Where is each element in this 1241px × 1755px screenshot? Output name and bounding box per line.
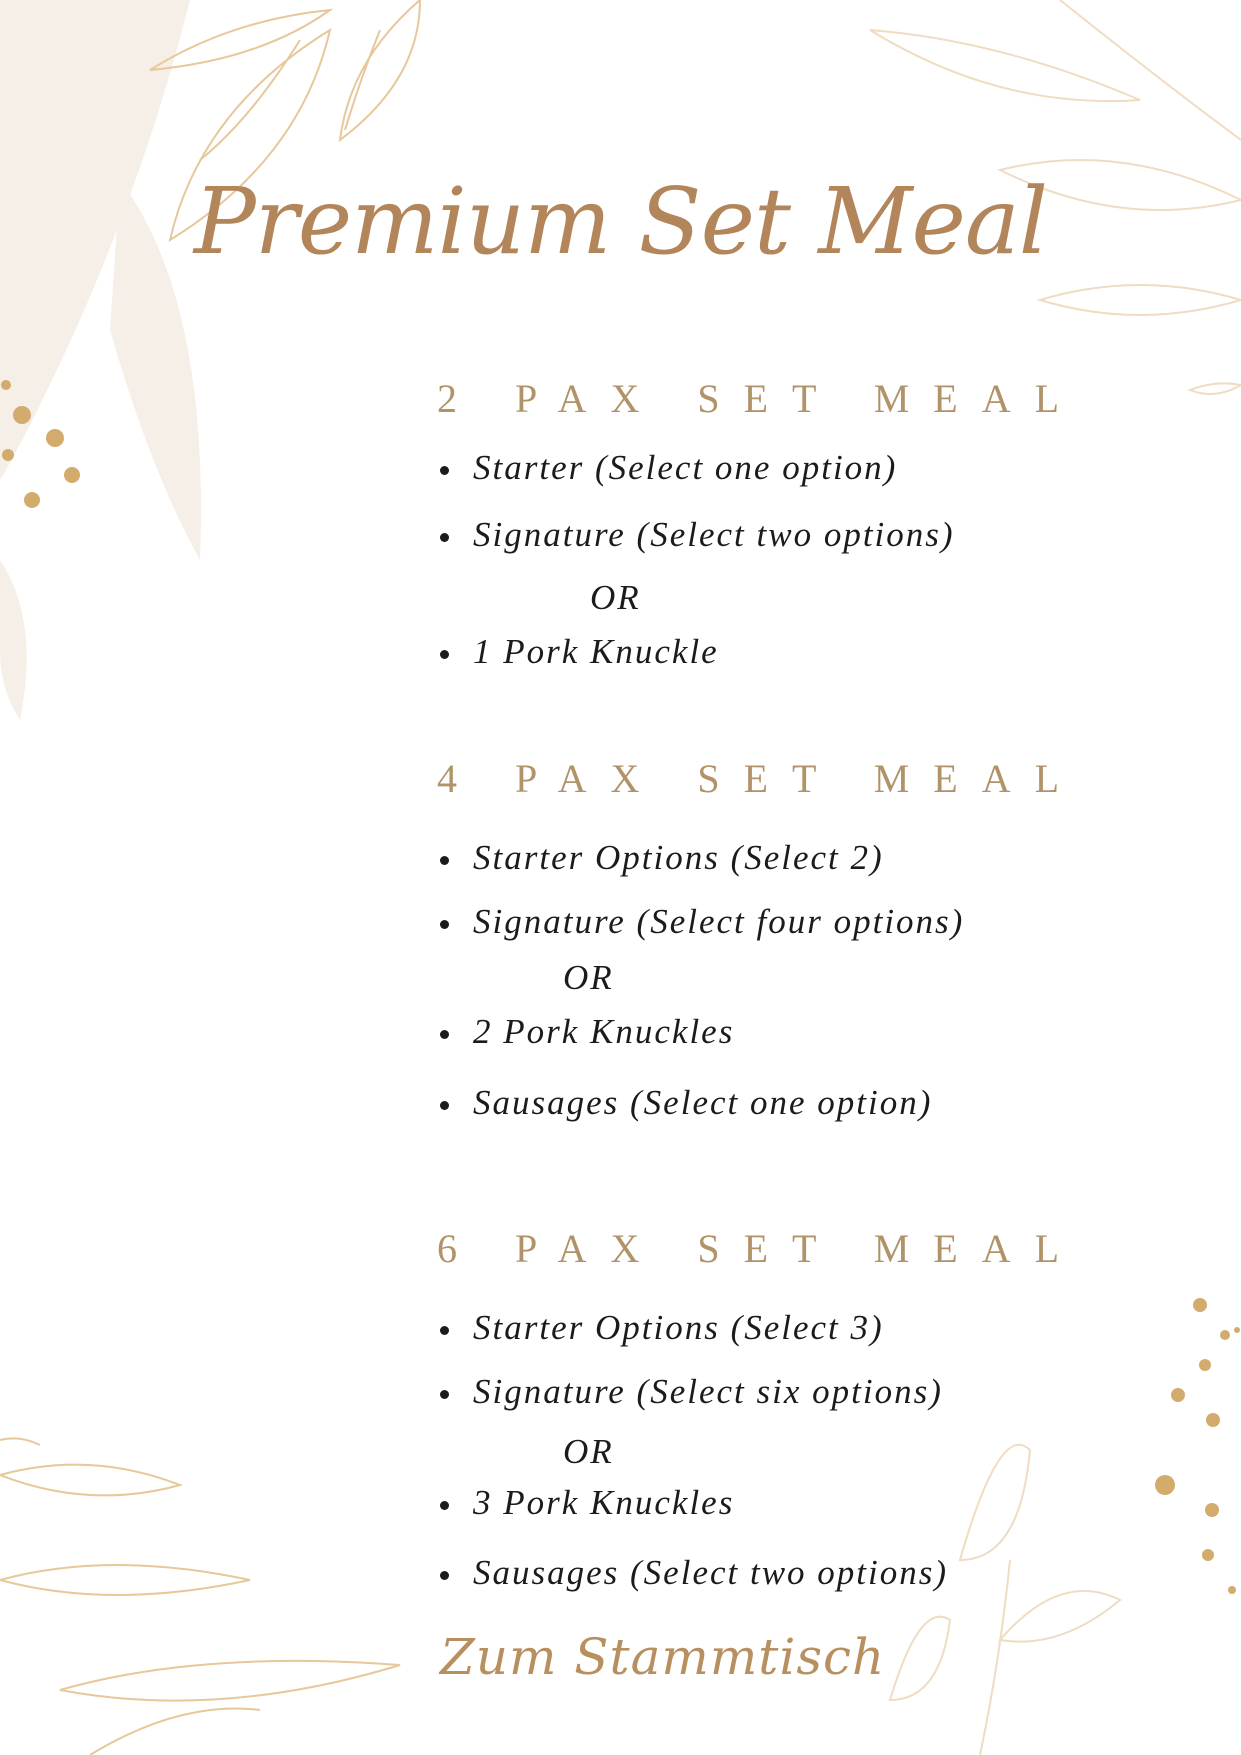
section-heading-4-pax: 4 PAX SET MEAL	[437, 756, 1084, 801]
list-item: Sausages (Select two options)	[440, 1553, 948, 1593]
bullet-icon	[440, 650, 449, 659]
section-heading-6-pax: 6 PAX SET MEAL	[437, 1226, 1084, 1271]
list-item: Signature (Select six options)	[440, 1372, 943, 1412]
or-divider: OR	[590, 578, 641, 617]
bullet-icon	[440, 466, 449, 475]
list-item: Signature (Select two options)	[440, 515, 955, 555]
section-heading-2-pax: 2 PAX SET MEAL	[437, 376, 1084, 421]
list-item: 3 Pork Knuckles	[440, 1483, 734, 1523]
bullet-icon	[440, 1326, 449, 1335]
list-item: Starter (Select one option)	[440, 448, 897, 488]
bullet-icon	[440, 1571, 449, 1580]
bullet-icon	[440, 1101, 449, 1110]
restaurant-signature: Zum Stammtisch	[440, 1628, 886, 1686]
bullet-icon	[440, 920, 449, 929]
bullet-icon	[440, 856, 449, 865]
or-divider: OR	[563, 958, 614, 997]
list-item: Starter Options (Select 3)	[440, 1308, 884, 1348]
list-item: Signature (Select four options)	[440, 902, 964, 942]
bullet-icon	[440, 1501, 449, 1510]
bullet-icon	[440, 1030, 449, 1039]
list-item: Sausages (Select one option)	[440, 1083, 932, 1123]
list-item: Starter Options (Select 2)	[440, 838, 884, 878]
or-divider: OR	[563, 1432, 614, 1471]
bullet-icon	[440, 533, 449, 542]
list-item: 1 Pork Knuckle	[440, 632, 719, 672]
bullet-icon	[440, 1390, 449, 1399]
list-item: 2 Pork Knuckles	[440, 1012, 734, 1052]
page-title: Premium Set Meal	[193, 168, 1048, 275]
